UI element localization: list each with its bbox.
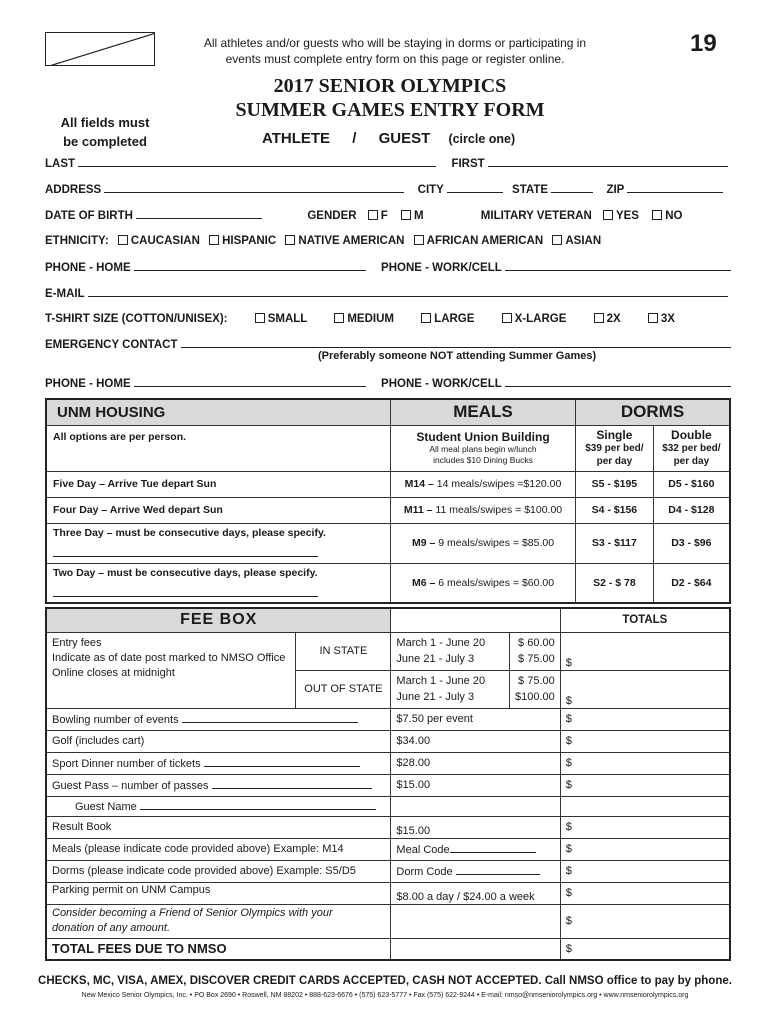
date-range: March 1 - June 20	[396, 675, 486, 687]
date-range: June 21 - July 3	[396, 653, 475, 665]
diagonal-line	[46, 33, 155, 66]
tshirt-option: SMALL	[267, 313, 308, 325]
date-range: June 21 - July 3	[396, 691, 475, 703]
dorm-code-cell	[391, 860, 560, 882]
notice	[150, 35, 640, 67]
military-yes-label: YES	[615, 210, 639, 222]
title-line-2: SUMMER GAMES ENTRY FORM	[235, 99, 545, 121]
payment-note: CHECKS, MC, VISA, AMEX, DISCOVER CREDIT CARDS ACCEPTED, CASH NOT ACCEPTED. Call NMSO office to pay by phone.	[38, 975, 732, 987]
city-label: CITY	[417, 184, 444, 196]
fee-price: $15.00	[391, 774, 560, 796]
guest-pass-cell	[46, 774, 391, 796]
state-field[interactable]	[551, 183, 593, 193]
student-union-label: Student Union Building	[416, 430, 550, 444]
empty-total-cell	[560, 796, 730, 816]
ethnicity-row	[45, 235, 601, 247]
tshirt-option: LARGE	[434, 313, 475, 325]
double-per-day: per day	[673, 455, 710, 467]
tshirt-checkbox[interactable]	[594, 313, 604, 323]
meal-desc: 14 meals/swipes =$120.00	[433, 478, 562, 490]
table-row	[46, 860, 730, 882]
address-row	[45, 183, 723, 196]
title-line-1: 2017 SENIOR OLYMPICS	[273, 75, 507, 97]
guest-pass-field[interactable]	[212, 779, 372, 789]
tshirt-option: 3X	[660, 313, 675, 325]
guest-option[interactable]: GUEST	[378, 130, 431, 147]
athlete-option[interactable]: ATHLETE	[262, 130, 331, 147]
gender-f-label: F	[380, 210, 388, 222]
guest-name-cell	[46, 796, 391, 816]
military-no-checkbox[interactable]	[652, 210, 662, 220]
dob-row	[45, 209, 682, 222]
in-state-prices	[509, 632, 560, 670]
fee-box-title: FEE BOX	[46, 608, 391, 632]
required-line-2: be completed	[63, 134, 147, 149]
two-day-cell	[46, 563, 390, 603]
out-state-prices	[509, 670, 560, 708]
double-option[interactable]: D3 - $96	[653, 523, 730, 563]
housing-option-label: Three Day – must be consecutive days, please specify.	[53, 526, 326, 539]
meal-option[interactable]	[390, 563, 575, 603]
in-state-dates	[391, 632, 510, 670]
double-option[interactable]: D2 - $64	[653, 563, 730, 603]
grand-total-cell[interactable]: $	[560, 938, 730, 960]
fee-label: Golf (includes cart)	[46, 730, 391, 752]
phone-row	[45, 261, 731, 274]
fee-label: Result Book	[46, 816, 391, 838]
table-row	[46, 838, 730, 860]
fee-label: Sport Dinner number of tickets	[52, 757, 201, 770]
dob-label: DATE OF BIRTH	[45, 210, 133, 222]
meal-code: M9 –	[411, 537, 436, 549]
emergency-phone-work-field[interactable]	[505, 377, 731, 387]
emergency-phone-home-field[interactable]	[134, 377, 366, 387]
ethnicity-option: CAUCASIAN	[130, 235, 200, 247]
fee-box-table	[45, 607, 731, 961]
notice-line-1: All athletes and/or guests who will be staying in dorms or participating in	[203, 36, 587, 50]
meal-plan-note: All meal plans begin w/lunch	[429, 444, 537, 454]
price: $ 75.00	[518, 653, 555, 665]
address-label: ADDRESS	[45, 184, 102, 196]
totals-header: TOTALS	[560, 608, 730, 632]
meals-title: MEALS	[390, 399, 575, 425]
tshirt-option: 2X	[606, 313, 621, 325]
total-label: TOTAL FEES DUE TO NMSO	[46, 938, 391, 960]
single-option[interactable]: S5 - $195	[576, 471, 654, 497]
role-select	[262, 130, 515, 147]
meal-option[interactable]	[390, 471, 575, 497]
double-option[interactable]: D5 - $160	[653, 471, 730, 497]
two-day-specify-field[interactable]	[53, 587, 318, 597]
fee-label: Dorms (please indicate code provided above) Example: S5/D5	[46, 860, 391, 882]
date-range: March 1 - June 20	[396, 637, 486, 649]
dorm-code-field[interactable]	[456, 865, 540, 875]
table-row	[46, 774, 730, 796]
form-title	[190, 74, 590, 122]
role-slash: /	[352, 130, 357, 147]
last-name-field[interactable]	[78, 157, 436, 167]
emergency-phone-row	[45, 377, 731, 390]
tshirt-row	[45, 313, 675, 325]
single-option[interactable]: S2 - $ 78	[576, 563, 654, 603]
dorms-title: DORMS	[576, 399, 730, 425]
single-label: Single	[596, 427, 633, 442]
in-state-date-row	[396, 635, 504, 651]
notice-line-2: events must complete entry form on this page or register online.	[225, 52, 565, 66]
guest-name-label: Guest Name	[75, 800, 137, 813]
dining-bucks-note: includes $10 Dining Bucks	[433, 455, 533, 465]
ethnicity-checkbox[interactable]	[552, 235, 562, 245]
guest-name-field[interactable]	[140, 800, 376, 810]
entry-fees-cell	[46, 632, 296, 708]
table-row	[46, 796, 730, 816]
phone-work-field[interactable]	[505, 261, 731, 271]
table-row	[46, 882, 730, 904]
gender-m-label: M	[414, 210, 424, 222]
table-row	[46, 938, 730, 960]
military-label: MILITARY VETERAN	[480, 210, 592, 222]
online-closes-note: Online closes at midnight	[52, 666, 175, 679]
dinner-cell	[46, 752, 391, 774]
gender-m-checkbox[interactable]	[401, 210, 411, 220]
total-cell[interactable]: $	[560, 752, 730, 774]
email-label: E-MAIL	[45, 288, 85, 300]
tshirt-checkbox[interactable]	[648, 313, 658, 323]
first-name-field[interactable]	[488, 157, 728, 167]
table-row	[46, 497, 730, 523]
name-row	[45, 157, 728, 170]
military-yes-checkbox[interactable]	[603, 210, 613, 220]
state-label: STATE	[512, 184, 549, 196]
required-note	[55, 113, 155, 151]
meal-desc: 9 meals/swipes = $85.00	[435, 537, 555, 549]
gender-label: GENDER	[307, 210, 357, 222]
double-option[interactable]: D4 - $128	[653, 497, 730, 523]
ethnicity-checkbox[interactable]	[209, 235, 219, 245]
three-day-cell	[46, 523, 390, 563]
empty-cell	[391, 904, 560, 938]
table-row	[46, 816, 730, 838]
total-cell[interactable]: $	[560, 838, 730, 860]
fee-label: Guest Pass – number of passes	[52, 779, 209, 792]
tshirt-label: T-SHIRT SIZE (COTTON/UNISEX):	[45, 313, 228, 325]
emergency-label: EMERGENCY CONTACT	[45, 339, 178, 351]
dorm-code-label: Dorm Code	[396, 865, 453, 878]
total-cell[interactable]: $	[560, 774, 730, 796]
total-cell[interactable]: $	[560, 860, 730, 882]
dinner-field[interactable]	[204, 757, 360, 767]
phone-home-label: PHONE - HOME	[45, 262, 131, 274]
meal-code-cell	[391, 838, 560, 860]
double-header	[653, 425, 730, 471]
email-field[interactable]	[88, 287, 728, 297]
housing-table	[45, 398, 731, 604]
entry-fees-label: Entry fees	[52, 636, 102, 649]
friend-line-1: Consider becoming a Friend of Senior Olympics with your	[52, 907, 333, 919]
total-cell[interactable]: $	[560, 730, 730, 752]
friend-cell	[46, 904, 391, 938]
single-option[interactable]: S4 - $156	[576, 497, 654, 523]
bowling-field[interactable]	[182, 713, 358, 723]
in-state-date-row	[396, 651, 504, 667]
zip-field[interactable]	[627, 183, 723, 193]
fee-label: Meals (please indicate code provided above) Example: M14	[46, 838, 391, 860]
tshirt-checkbox[interactable]	[502, 313, 512, 323]
gender-f-checkbox[interactable]	[368, 210, 378, 220]
meal-code-label: Meal Code	[396, 843, 450, 856]
housing-option-label: Five Day – Arrive Tue depart Sun	[46, 471, 390, 497]
total-cell[interactable]: $	[560, 882, 730, 904]
table-row	[46, 730, 730, 752]
phone-home-field[interactable]	[134, 261, 366, 271]
fee-label: Bowling number of events	[52, 713, 179, 726]
ethnicity-checkbox[interactable]	[118, 235, 128, 245]
dob-field[interactable]	[136, 209, 262, 219]
fee-price: $8.00 a day / $24.00 a week	[391, 882, 560, 904]
meal-code: M11 –	[403, 504, 433, 516]
fee-price: $15.00	[391, 816, 560, 838]
total-cell[interactable]: $	[560, 816, 730, 838]
out-state-dates	[391, 670, 510, 708]
meal-code-field[interactable]	[450, 843, 536, 853]
office-use-box	[45, 32, 155, 66]
ethnicity-option: ASIAN	[565, 235, 602, 247]
per-person-note: All options are per person.	[46, 425, 390, 471]
tshirt-checkbox[interactable]	[334, 313, 344, 323]
price: $ 60.00	[518, 637, 555, 649]
emergency-note: (Preferably someone NOT attending Summer Games)	[318, 350, 597, 362]
empty-cell	[391, 938, 560, 960]
price: $100.00	[514, 691, 555, 703]
total-cell[interactable]: $	[560, 632, 730, 670]
table-row	[46, 708, 730, 730]
meal-option[interactable]	[390, 523, 575, 563]
last-label: LAST	[45, 158, 76, 170]
meal-option[interactable]	[390, 497, 575, 523]
fee-price: $34.00	[391, 730, 560, 752]
ethnicity-label: ETHNICITY:	[45, 235, 109, 247]
housing-option-label: Four Day – Arrive Wed depart Sun	[46, 497, 390, 523]
friend-line-2: donation of any amount.	[52, 922, 171, 934]
single-header	[576, 425, 654, 471]
meal-code: M14 –	[404, 478, 434, 490]
table-row	[46, 904, 730, 938]
phone-work-label: PHONE - WORK/CELL	[381, 262, 502, 274]
tshirt-checkbox[interactable]	[421, 313, 431, 323]
housing-title: UNM HOUSING	[46, 399, 390, 425]
ethnicity-checkbox[interactable]	[285, 235, 295, 245]
student-union-cell	[390, 425, 575, 471]
ethnicity-option: HISPANIC	[222, 235, 277, 247]
housing-option-label: Two Day – must be consecutive days, please specify.	[53, 566, 318, 579]
meal-desc: 11 meals/swipes = $100.00	[432, 504, 563, 516]
emergency-phone-work-label: PHONE - WORK/CELL	[381, 378, 502, 390]
tshirt-checkbox[interactable]	[255, 313, 265, 323]
tshirt-option: MEDIUM	[347, 313, 394, 325]
in-state-label: IN STATE	[296, 632, 391, 670]
single-per-day: per day	[596, 455, 633, 467]
single-price: $39 per bed/	[585, 442, 644, 454]
table-row	[46, 471, 730, 497]
email-row	[45, 287, 728, 300]
single-option[interactable]: S3 - $117	[576, 523, 654, 563]
bowling-cell	[46, 708, 391, 730]
double-price: $32 per bed/	[662, 442, 721, 454]
empty-cell	[391, 796, 560, 816]
table-row	[46, 563, 730, 603]
circle-one: (circle one)	[448, 132, 516, 146]
required-line-1: All fields must	[60, 115, 150, 130]
fee-label: Parking permit on UNM Campus	[46, 882, 391, 904]
meal-desc: 6 meals/swipes = $60.00	[435, 576, 555, 589]
total-cell[interactable]: $	[560, 708, 730, 730]
ethnicity-checkbox[interactable]	[414, 235, 424, 245]
fee-price: $7.50 per event	[391, 708, 560, 730]
emergency-field[interactable]	[181, 338, 731, 348]
total-cell[interactable]: $	[560, 670, 730, 708]
table-row	[46, 752, 730, 774]
address-field[interactable]	[104, 183, 404, 193]
emergency-phone-home-label: PHONE - HOME	[45, 378, 131, 390]
meal-code: M6 –	[411, 576, 436, 589]
first-label: FIRST	[451, 158, 485, 170]
table-row	[46, 523, 730, 563]
ethnicity-option: AFRICAN AMERICAN	[426, 235, 544, 247]
fee-header-spacer	[391, 608, 560, 632]
fee-price: $28.00	[391, 752, 560, 774]
out-state-label: OUT OF STATE	[296, 670, 391, 708]
city-field[interactable]	[447, 183, 503, 193]
double-label: Double	[671, 427, 712, 442]
military-no-label: NO	[665, 210, 683, 222]
three-day-specify-field[interactable]	[53, 547, 318, 557]
ethnicity-option: NATIVE AMERICAN	[298, 235, 405, 247]
tshirt-option: X-LARGE	[514, 313, 567, 325]
footer-address: New Mexico Senior Olympics, Inc. • PO Box 2690 • Roswell, NM 88202 • 888-623-6676 • (575) 623-5777 • Fax (575) 622-9244 • E-mail: nmso@nmseniorolympics.org • www.nmseniorolympics.org	[81, 992, 689, 999]
zip-label: ZIP	[606, 184, 625, 196]
total-cell[interactable]: $	[560, 904, 730, 938]
page-number: 19	[690, 30, 717, 57]
entry-fees-note: Indicate as of date post marked to NMSO Office	[52, 651, 286, 664]
price: $ 75.00	[518, 675, 555, 687]
